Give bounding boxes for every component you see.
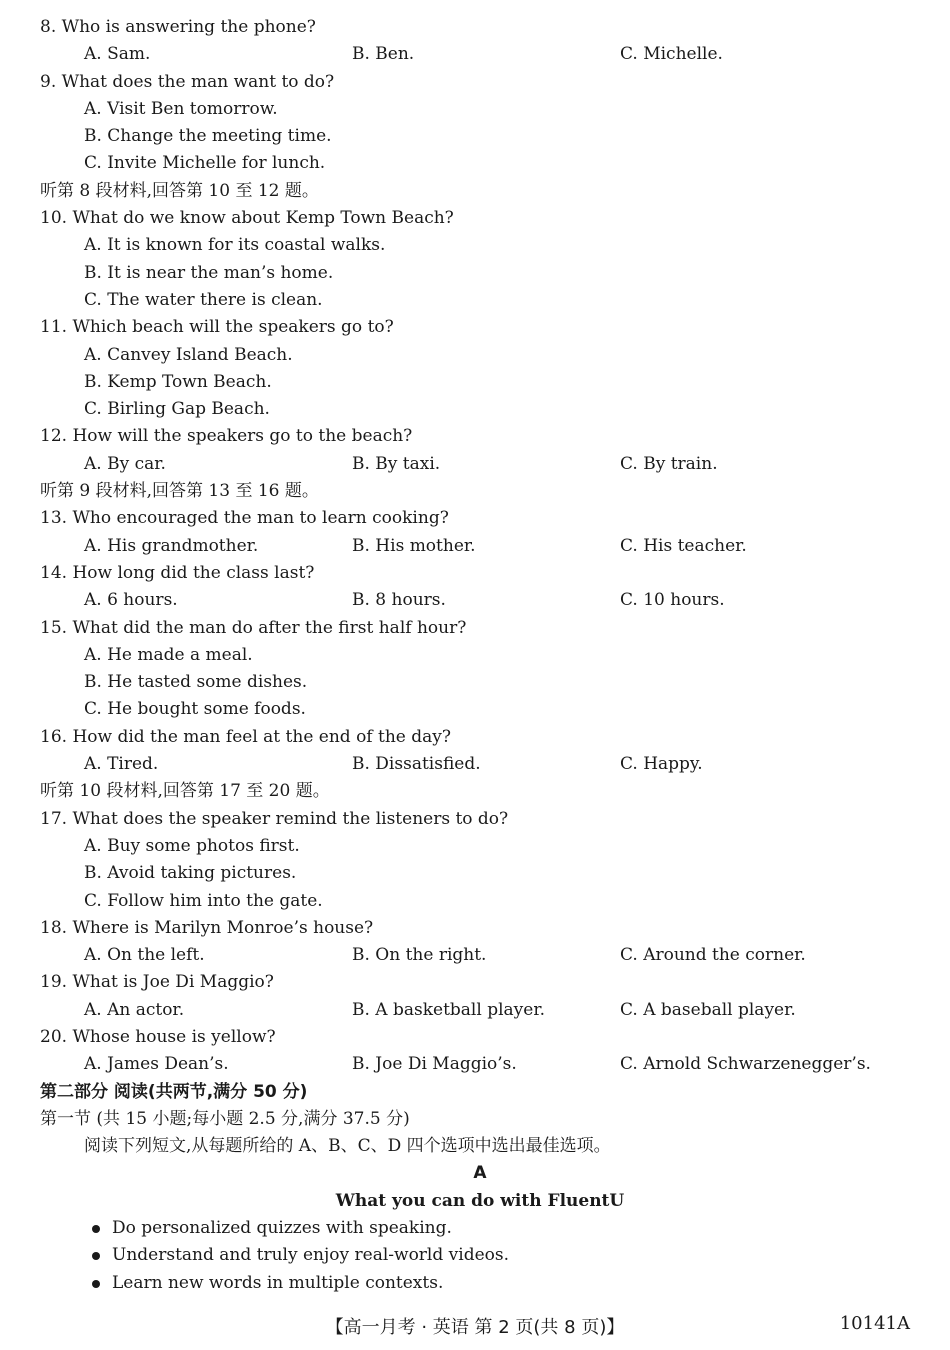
- answer-option: C. Around the corner.: [620, 945, 806, 966]
- part-two-heading: 第二部分 阅读(共两节,满分 50 分): [40, 1081, 308, 1102]
- question-stem: 15. What did the man do after the first half hour?: [40, 617, 467, 638]
- answer-option: C. His teacher.: [620, 535, 747, 556]
- answer-option: C. Arnold Schwarzenegger’s.: [620, 1054, 871, 1075]
- answer-option: A. Sam.: [84, 44, 151, 65]
- question-stem: 9. What does the man want to do?: [40, 71, 335, 92]
- answer-option: A. He made a meal.: [84, 644, 253, 665]
- answer-option: B. By taxi.: [352, 453, 441, 474]
- option-row: [40, 533, 920, 560]
- bullet-item: [40, 1242, 920, 1269]
- answer-option: B. A basketball player.: [352, 999, 545, 1020]
- answer-option: C. Happy.: [620, 754, 703, 775]
- bullet-item: [40, 1215, 920, 1242]
- answer-option: A. Visit Ben tomorrow.: [84, 98, 278, 119]
- answer-option: A. By car.: [84, 453, 166, 474]
- answer-option: A. An actor.: [84, 999, 185, 1020]
- answer-option: B. Dissatisfied.: [352, 754, 481, 775]
- answer-option: A. It is known for its coastal walks.: [84, 235, 386, 256]
- answer-option: C. Follow him into the gate.: [84, 890, 323, 911]
- option-row: [40, 41, 920, 68]
- bullet-item: [40, 1270, 920, 1297]
- question-stem: 18. Where is Marilyn Monroe’s house?: [40, 917, 374, 938]
- answer-option: A. On the left.: [84, 945, 205, 966]
- question-stem: 19. What is Joe Di Maggio?: [40, 972, 274, 993]
- answer-option: B. His mother.: [352, 535, 476, 556]
- answer-option: A. Buy some photos first.: [84, 835, 300, 856]
- answer-option: B. 8 hours.: [352, 590, 446, 611]
- answer-option: C. He bought some foods.: [84, 699, 306, 720]
- bullet-dot-icon: [92, 1280, 100, 1288]
- answer-option: A. Tired.: [84, 754, 159, 775]
- listening-instruction: 听第 9 段材料,回答第 13 至 16 题。: [40, 481, 319, 502]
- bullet-dot-icon: [92, 1225, 100, 1233]
- option-row: [40, 587, 920, 614]
- question-stem: 16. How did the man feel at the end of the day?: [40, 726, 451, 747]
- answer-option: B. Avoid taking pictures.: [84, 863, 297, 884]
- option-row: [40, 1051, 920, 1078]
- passage-title: What you can do with FluentU: [335, 1190, 625, 1211]
- bullet-text: Understand and truly enjoy real-world videos.: [112, 1245, 510, 1266]
- question-stem: 13. Who encouraged the man to learn cooking?: [40, 508, 449, 529]
- answer-option: C. By train.: [620, 453, 718, 474]
- answer-option: C. A baseball player.: [620, 999, 796, 1020]
- question-stem: 14. How long did the class last?: [40, 562, 315, 583]
- option-row: [40, 942, 920, 969]
- answer-option: C. Invite Michelle for lunch.: [84, 153, 326, 174]
- page-footer: [0, 1313, 950, 1341]
- answer-option: C. Michelle.: [620, 44, 723, 65]
- question-stem: 20. Whose house is yellow?: [40, 1026, 276, 1047]
- answer-option: B. Kemp Town Beach.: [84, 371, 272, 392]
- option-row: [40, 997, 920, 1024]
- section-one-heading: 第一节 (共 15 小题;每小题 2.5 分,满分 37.5 分): [40, 1108, 410, 1129]
- answer-option: B. Joe Di Maggio’s.: [352, 1054, 517, 1075]
- answer-option: C. 10 hours.: [620, 590, 725, 611]
- listening-instruction: 听第 10 段材料,回答第 17 至 20 题。: [40, 781, 330, 802]
- passage-letter: A: [473, 1163, 487, 1184]
- question-stem: 10. What do we know about Kemp Town Beach?: [40, 208, 454, 229]
- question-stem: 17. What does the speaker remind the listeners to do?: [40, 808, 509, 829]
- answer-option: B. Change the meeting time.: [84, 126, 332, 147]
- option-row: [40, 751, 920, 778]
- footer-exam-code: 10141A: [839, 1313, 910, 1334]
- bullet-text: Do personalized quizzes with speaking.: [112, 1218, 452, 1239]
- answer-option: B. On the right.: [352, 945, 487, 966]
- reading-directions: 阅读下列短文,从每题所给的 A、B、C、D 四个选项中选出最佳选项。: [84, 1136, 611, 1157]
- answer-option: B. He tasted some dishes.: [84, 672, 308, 693]
- answer-option: A. His grandmother.: [84, 535, 259, 556]
- question-stem: 8. Who is answering the phone?: [40, 17, 316, 37]
- question-stem: 11. Which beach will the speakers go to?: [40, 317, 394, 338]
- answer-option: A. James Dean’s.: [84, 1054, 229, 1075]
- answer-option: B. Ben.: [352, 44, 415, 65]
- answer-option: B. It is near the man’s home.: [84, 262, 334, 283]
- answer-option: A. Canvey Island Beach.: [84, 344, 293, 365]
- question-stem: 12. How will the speakers go to the beach?: [40, 426, 413, 447]
- option-row: [40, 451, 920, 478]
- exam-page-content: [40, 14, 920, 1297]
- answer-option: A. 6 hours.: [84, 590, 178, 611]
- footer-page-info: 【高一月考 · 英语 第 2 页(共 8 页)】: [325, 1317, 625, 1338]
- bullet-text: Learn new words in multiple contexts.: [112, 1272, 444, 1293]
- answer-option: C. Birling Gap Beach.: [84, 399, 270, 420]
- listening-instruction: 听第 8 段材料,回答第 10 至 12 题。: [40, 180, 319, 201]
- answer-option: C. The water there is clean.: [84, 289, 323, 310]
